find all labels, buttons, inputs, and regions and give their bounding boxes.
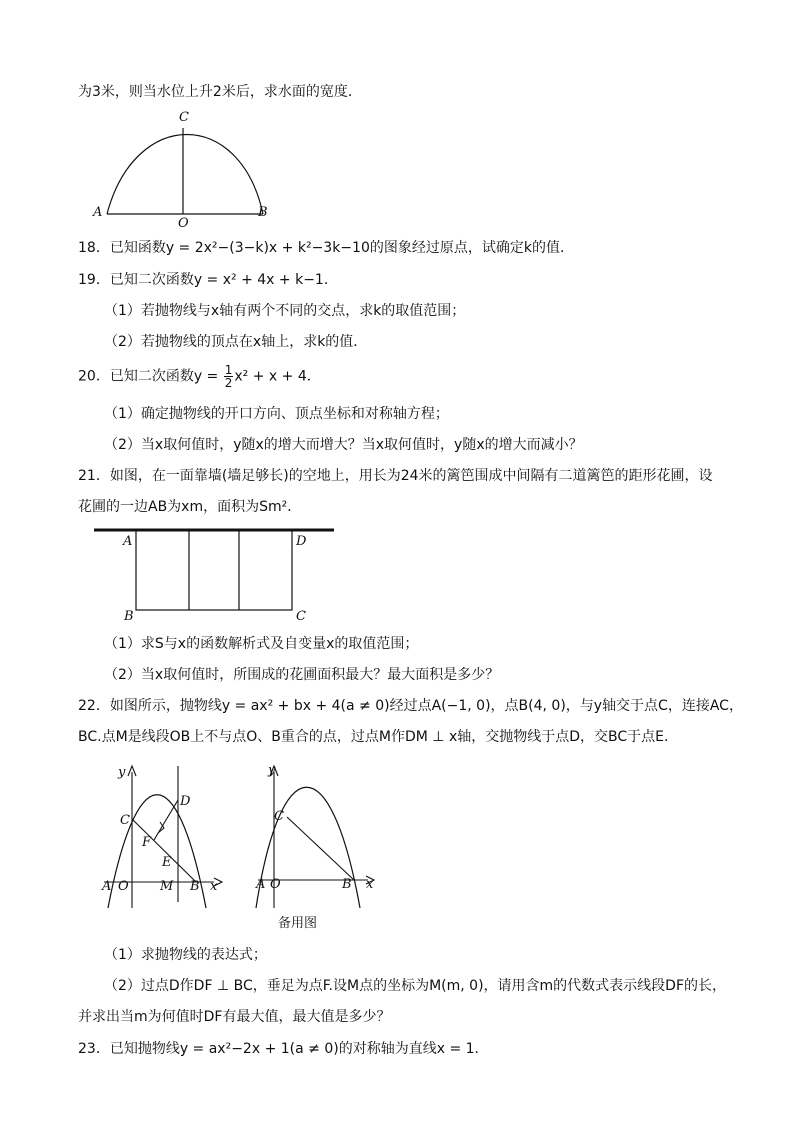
- q21-line1: 21．如图，在一面靠墙(墙足够长)的空地上，用长为24米的篱笆围成中间隔有二道篱笆的距形花圃，设: [78, 468, 713, 484]
- label-C: C: [179, 110, 189, 125]
- label-B: B: [342, 877, 352, 892]
- q22-part1: （1）求抛物线的表达式；: [104, 947, 267, 963]
- q20-part1: （1）确定抛物线的开口方向、顶点坐标和对称轴方程；: [104, 406, 449, 422]
- fig21-garden-diagram: [90, 524, 340, 626]
- label-B: B: [124, 609, 134, 624]
- segment-DF: [154, 800, 178, 840]
- q17-tail: 为3米，则当水位上升2米后，求水面的宽度．: [78, 84, 362, 100]
- q21-part1: （1）求S与x的函数解析式及自变量x的取值范围；: [104, 636, 419, 652]
- label-B: B: [258, 205, 268, 220]
- q20-stem-pre: 20．已知二次函数y =: [78, 368, 223, 385]
- label-x: x: [366, 877, 374, 892]
- label-B: B: [190, 879, 200, 894]
- label-A: A: [123, 534, 133, 549]
- label-F: F: [142, 835, 152, 850]
- arch-curve: [107, 135, 263, 215]
- label-y: y: [118, 765, 126, 780]
- q21-line2: 花圃的一边AB为xm，面积为Sm²．: [78, 499, 302, 515]
- label-A: A: [93, 205, 103, 220]
- q19-part1: （1）若抛物线与x轴有两个不同的交点，求k的取值范围；: [104, 303, 466, 319]
- q22-part2: （2）过点D作DF ⊥ BC，垂足为点F.设M点的坐标为M(m, 0)，请用含m的代数式表示线段DF的长，: [104, 978, 727, 994]
- label-A: A: [102, 879, 112, 894]
- spare-figure-caption: 备用图: [278, 916, 318, 931]
- q20-stem: [78, 364, 321, 389]
- q19-part2: （2）若抛物线的顶点在x轴上，求k的值．: [104, 334, 368, 350]
- label-O: O: [118, 879, 129, 894]
- label-C: C: [296, 609, 306, 624]
- q20-part2: （2）当x取何值时，y随x的增大而增大？当x取何值时，y随x的增大而减小？: [104, 437, 583, 453]
- q22-line2: BC.点M是线段OB上不与点O、B重合的点，过点M作DM ⊥ x轴，交抛物线于点D，交BC于点E．: [78, 729, 678, 745]
- label-A: A: [256, 877, 266, 892]
- fraction-numerator: 1: [224, 363, 233, 377]
- label-D: D: [296, 534, 307, 549]
- label-D: D: [180, 794, 191, 809]
- q22-part2-cont: 并求出当m为何值时DF有最大值，最大值是多少？: [78, 1009, 391, 1025]
- fig22-main-diagram: [96, 762, 236, 912]
- fig17-arch-diagram: [90, 108, 280, 231]
- label-C: C: [274, 809, 284, 824]
- q19-stem: 19．已知二次函数y = x² + 4x + k−1．: [78, 272, 338, 288]
- label-y: y: [268, 763, 276, 778]
- q21-part2: （2）当x取何值时，所围成的花圃面积最大？最大面积是多少？: [104, 667, 500, 683]
- label-C: C: [120, 813, 130, 828]
- fig22-spare-diagram: [250, 762, 390, 931]
- label-x: x: [210, 879, 218, 894]
- label-O: O: [178, 216, 189, 231]
- fraction-denominator: 2: [224, 376, 233, 390]
- q22-line1: 22．如图所示，抛物线y = ax² + bx + 4(a ≠ 0)经过点A(−1, 0)，点B(4, 0)，与y轴交于点C，连接AC，: [78, 698, 743, 714]
- garden-rect: [136, 530, 292, 610]
- line-BC: [287, 817, 354, 880]
- q23-text: 23．已知抛物线y = ax²−2x + 1(a ≠ 0)的对称轴为直线x = 1．: [78, 1041, 489, 1057]
- fraction-one-half: [224, 364, 234, 389]
- label-E: E: [162, 855, 172, 870]
- label-M: M: [160, 879, 174, 894]
- q18-text: 18．已知函数y = 2x²−(3−k)x + k²−3k−10的图象经过原点，试确定k的值．: [78, 240, 574, 256]
- q20-stem-post: x² + x + 4．: [234, 368, 321, 385]
- label-O: O: [270, 877, 281, 892]
